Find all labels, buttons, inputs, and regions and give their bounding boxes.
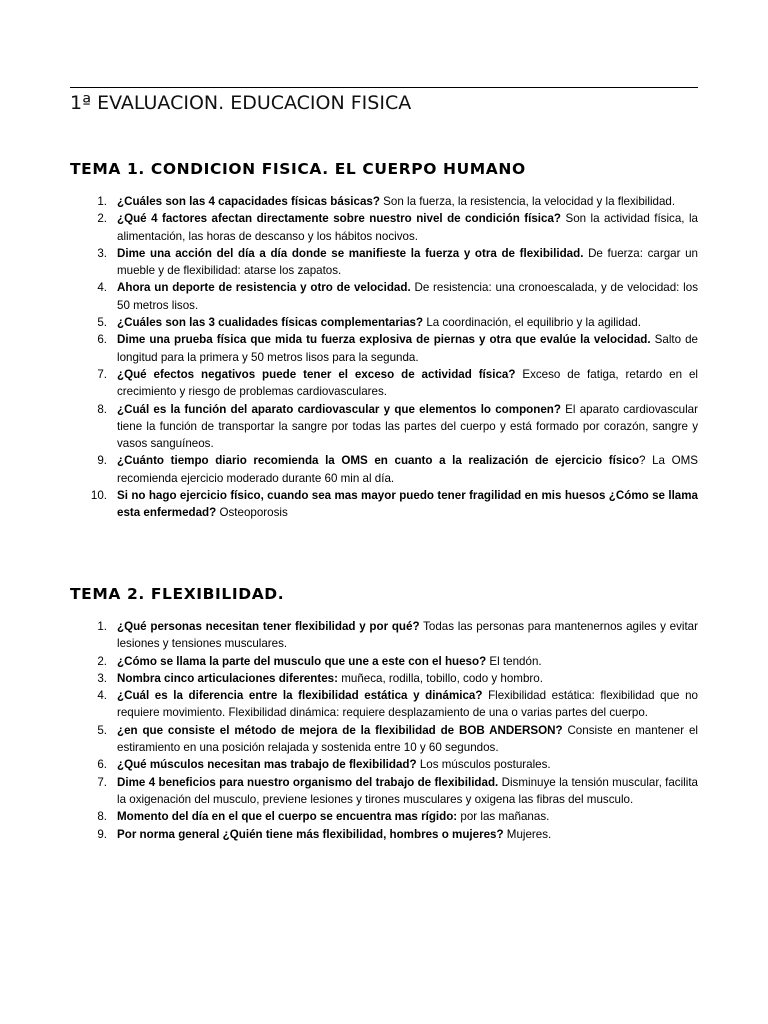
question-text: ¿Qué personas necesitan tener flexibilidad y por qué?: [117, 620, 420, 633]
item-number: 6.: [97, 758, 107, 772]
question-text: ¿Cuáles son las 4 capacidades físicas básicas?: [117, 195, 380, 208]
question-text: Dime 4 beneficios para nuestro organismo del trabajo de flexibilidad.: [117, 775, 499, 789]
item-number: 8.: [97, 810, 107, 824]
item-number: 5.: [97, 723, 107, 737]
list-item: [70, 487, 698, 522]
item-number: 9.: [97, 827, 107, 841]
question-list: [70, 618, 698, 843]
question-text: Por norma general ¿Quién tiene más flexibilidad, hombres o mujeres?: [117, 827, 504, 841]
answer-text: Consiste en mantener el estiramiento en una posición relajada y sostenida entre 10 y 60 segundos.: [117, 723, 698, 755]
question-text: Si no hago ejercicio físico, cuando sea mas mayor puedo tener fragilidad en mis huesos ¿Cómo se llama esta enfermedad?: [117, 489, 698, 520]
question-text: Dime una prueba física que mida tu fuerza explosiva de piernas y otra que evalúe la velocidad.: [117, 333, 651, 347]
list-item: [70, 826, 698, 843]
question-text: Dime una acción del día a día donde se manifieste la fuerza y otra de flexibilidad.: [117, 246, 584, 260]
item-number: 7.: [97, 367, 107, 381]
item-number: 10.: [90, 489, 107, 503]
answer-text: ? La OMS recomienda ejercicio moderado durante 60 min al día.: [117, 454, 698, 485]
section-tema-1: [70, 160, 698, 522]
list-item: [70, 756, 698, 773]
item-number: 8.: [97, 402, 107, 416]
item-number: 1.: [97, 195, 107, 208]
section-heading: TEMA 1. CONDICION FISICA. EL CUERPO HUMANO: [70, 160, 526, 178]
list-item: [70, 808, 698, 825]
answer-text: Exceso de fatiga, retardo en el crecimiento y riesgo de problemas cardiovasculares.: [117, 367, 698, 399]
item-number: 3.: [97, 246, 107, 260]
answer-text: De fuerza: cargar un mueble y de flexibilidad: atarse los zapatos.: [117, 246, 698, 278]
list-item: [70, 618, 698, 653]
list-item: [70, 452, 698, 487]
question-text: ¿Cuál es la función del aparato cardiovascular y que elementos lo componen?: [117, 402, 561, 416]
question-text: ¿en que consiste el método de mejora de la flexibilidad de BOB ANDERSON?: [117, 723, 563, 737]
question-text: ¿Cuánto tiempo diario recomienda la OMS en cuanto a la realización de ejercicio físico: [117, 454, 640, 468]
answer-text: De resistencia: una cronoescalada, y de velocidad: los 50 metros lisos.: [117, 281, 698, 312]
answer-text: Disminuye la tensión muscular, facilita la oxigenación del musculo, previene lesiones y tirones musculares y oxigena las fibras del musculo.: [117, 775, 699, 806]
answer-text: El tendón.: [489, 654, 542, 668]
question-list: [70, 193, 698, 522]
document-title: 1ª EVALUACION. EDUCACION FISICA: [70, 92, 412, 114]
answer-text: muñeca, rodilla, tobillo, codo y hombro.: [341, 671, 543, 685]
item-number: 7.: [97, 775, 107, 789]
answer-text: Son la actividad física, la alimentación, las horas de descanso y los hábitos nocivos.: [117, 212, 698, 243]
top-rule: [70, 87, 698, 88]
answer-text: Los músculos posturales.: [419, 758, 551, 772]
answer-text: El aparato cardiovascular tiene la función de transportar la sangre por todas las partes del cuerpo y está formado por corazón, sangre y vasos sanguíneos.: [117, 402, 698, 451]
list-item: [70, 210, 698, 245]
answer-text: Todas las personas para mantenernos agiles y evitar lesiones y tensiones musculares.: [117, 620, 698, 651]
section-tema-2: [70, 585, 698, 843]
list-item: [70, 653, 698, 670]
item-number: 5.: [97, 316, 107, 330]
item-number: 4.: [97, 281, 107, 295]
item-number: 2.: [97, 212, 107, 226]
list-item: [70, 774, 698, 809]
list-item: [70, 366, 698, 401]
answer-text: Osteoporosis: [219, 506, 288, 520]
section-heading: TEMA 2. FLEXIBILIDAD.: [70, 585, 285, 603]
list-item: [70, 279, 698, 314]
question-text: ¿Qué músculos necesitan mas trabajo de flexibilidad?: [117, 758, 417, 772]
question-text: Momento del día en el que el cuerpo se encuentra mas rígido:: [117, 810, 458, 824]
question-text: ¿Cómo se llama la parte del musculo que une a este con el hueso?: [117, 654, 487, 668]
list-item: [70, 722, 698, 757]
question-text: ¿Cuál es la diferencia entre la flexibilidad estática y dinámica?: [117, 689, 483, 703]
list-item: [70, 245, 698, 280]
question-text: ¿Qué efectos negativos puede tener el exceso de actividad física?: [117, 367, 516, 381]
list-item: [70, 331, 698, 366]
list-item: [70, 670, 698, 687]
list-item: [70, 193, 698, 210]
item-number: 1.: [97, 620, 107, 633]
question-text: Nombra cinco articulaciones diferentes:: [117, 671, 338, 685]
item-number: 3.: [97, 671, 107, 685]
question-text: Ahora un deporte de resistencia y otro de velocidad.: [117, 281, 411, 295]
item-number: 2.: [97, 654, 107, 668]
answer-text: por las mañanas.: [460, 810, 550, 824]
answer-text: Mujeres.: [506, 827, 552, 841]
question-text: ¿Qué 4 factores afectan directamente sobre nuestro nivel de condición física?: [117, 212, 561, 226]
item-number: 4.: [97, 689, 107, 703]
item-number: 9.: [97, 454, 107, 468]
list-item: [70, 314, 698, 331]
answer-text: Salto de longitud para la primera y 50 metros lisos para la segunda.: [117, 333, 698, 364]
answer-text: Son la fuerza, la resistencia, la velocidad y la flexibilidad.: [383, 195, 676, 208]
answer-text: Flexibilidad estática: flexibilidad que no requiere movimiento. Flexibilidad dinámica: requiere desplazamiento de una o varias partes del cuerpo.: [117, 689, 698, 720]
item-number: 6.: [97, 333, 107, 347]
question-text: ¿Cuáles son las 3 cualidades físicas complementarias?: [117, 316, 424, 330]
list-item: [70, 401, 698, 453]
list-item: [70, 687, 698, 722]
answer-text: La coordinación, el equilibrio y la agilidad.: [426, 316, 641, 330]
